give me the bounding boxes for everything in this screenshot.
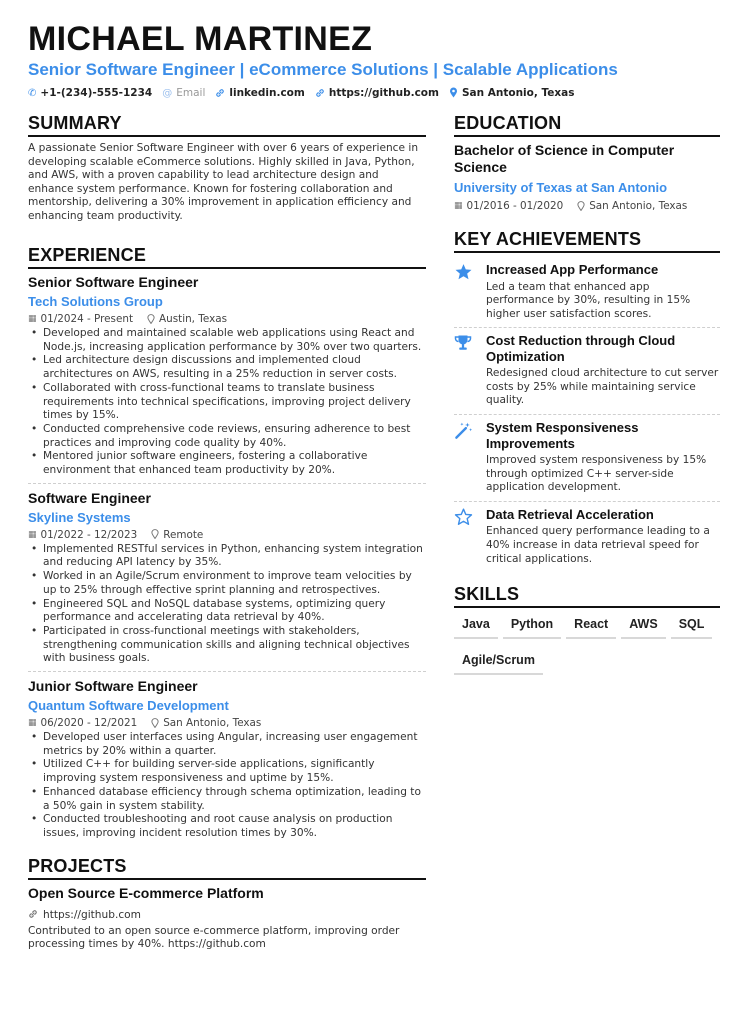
star-outline-icon — [454, 507, 486, 566]
job-list — [28, 274, 426, 846]
headline: Senior Software Engineer | eCommerce Solutions | Scalable Applications — [28, 60, 618, 79]
contact-location — [449, 87, 575, 99]
achievement-title: Increased App Performance — [486, 262, 659, 277]
job-bullet: • Developed and maintained scalable web applications using React and Node.js, increasing application performance by 30% over two quarters. — [28, 327, 426, 354]
achievement-list — [454, 258, 720, 572]
location-text: San Antonio, Texas — [461, 87, 575, 99]
job-location-text: Remote — [163, 528, 204, 541]
education-degree: Bachelor of Science in Computer Science — [454, 142, 675, 175]
achievement-description: Redesigned cloud architecture to cut server costs by 25% while maintaining service quality. — [486, 367, 719, 407]
achievement-description: Enhanced query performance leading to a 40% increase in data retrieval speed for critical applications. — [486, 525, 710, 565]
job-bullets — [28, 731, 426, 841]
skill-tag: SQL — [671, 613, 713, 639]
email-text: Email — [176, 87, 206, 99]
map-pin-icon — [151, 716, 159, 730]
calendar-icon: ▦ — [28, 718, 37, 729]
job-entry — [28, 483, 426, 671]
skill-tag: Python — [503, 613, 561, 639]
job-bullet: • Worked in an Agile/Scrum environment to improve team velocities by up to 25% through effective sprint planning and retrospectives. — [28, 570, 426, 597]
job-bullet: • Utilized C++ for building server-side applications, significantly improving system responsiveness and uptime by 15%. — [28, 758, 426, 785]
calendar-icon: ▦ — [28, 314, 37, 324]
job-location — [151, 716, 261, 730]
map-pin-icon — [151, 528, 159, 542]
at-sign-icon: @ — [162, 87, 173, 99]
skill-tag: AWS — [621, 613, 665, 639]
map-pin-icon — [449, 87, 458, 99]
job-company: Quantum Software Development — [28, 698, 229, 714]
link-icon — [28, 909, 38, 920]
trophy-icon — [454, 333, 486, 408]
job-entry — [28, 274, 426, 483]
job-dates — [28, 312, 133, 326]
job-bullet: • Conducted troubleshooting and root cause analysis on production issues, improving incident resolution times by 30%. — [28, 813, 426, 840]
job-location-text: Austin, Texas — [159, 313, 228, 325]
job-dates — [28, 716, 137, 730]
job-dates — [28, 528, 137, 542]
section-title-experience: EXPERIENCE — [28, 245, 426, 269]
github-text: https://github.com — [328, 87, 439, 99]
contact-github[interactable] — [315, 87, 439, 99]
job-location — [151, 528, 203, 542]
link-icon — [215, 88, 225, 99]
right-column — [454, 113, 720, 685]
education-location — [577, 199, 687, 213]
experience-section — [28, 245, 426, 846]
job-meta — [28, 528, 426, 542]
contact-linkedin[interactable] — [215, 87, 304, 99]
job-company: Skyline Systems — [28, 509, 131, 525]
skill-tag: Agile/Scrum — [454, 649, 543, 675]
skill-list — [454, 613, 720, 685]
job-company: Tech Solutions Group — [28, 294, 163, 309]
achievement-item — [454, 501, 720, 572]
phone-text: +1-(234)-555-1234 — [40, 87, 153, 99]
contact-email[interactable] — [162, 87, 205, 99]
job-title: Senior Software Engineer — [28, 274, 199, 290]
projects-section — [28, 856, 426, 952]
job-bullet: • Engineered SQL and NoSQL database systems, optimizing query performance and accelerating data retrieval by 40%. — [28, 598, 426, 625]
project-description: Contributed to an open source e-commerce platform, improving order processing times by 40%. https://github.com — [28, 924, 400, 951]
achievement-title: Cost Reduction through Cloud Optimization — [486, 333, 676, 364]
section-title-skills: SKILLS — [454, 584, 720, 608]
link-icon — [315, 88, 325, 99]
achievements-section — [454, 229, 720, 572]
contact-phone[interactable] — [28, 87, 152, 99]
calendar-icon: ▦ — [28, 529, 37, 540]
job-bullets — [28, 327, 426, 478]
job-location-text: San Antonio, Texas — [163, 717, 262, 730]
job-bullet: • Enhanced database efficiency through schema optimization, leading to a 50% gain in system stability. — [28, 786, 426, 813]
job-bullet: • Conducted comprehensive code reviews, ensuring adherence to best practices and improving code quality by 40%. — [28, 423, 426, 450]
achievement-title: System Responsiveness Improvements — [486, 420, 639, 451]
job-bullet: • Participated in cross-functional meetings with stakeholders, strengthening communication skills and aligning technical objectives with business goals. — [28, 625, 426, 666]
skill-tag: Java — [454, 613, 498, 639]
candidate-name: MICHAEL MARTINEZ — [28, 20, 373, 58]
achievement-item — [454, 327, 720, 414]
linkedin-text: linkedin.com — [229, 87, 305, 99]
education-dates-text: 01/2016 - 01/2020 — [466, 200, 564, 212]
achievement-body — [486, 333, 720, 408]
achievement-body — [486, 420, 720, 495]
job-bullet: • Led architecture design discussions and implemented cloud architectures on AWS, resulting in a 25% reduction in server costs. — [28, 354, 426, 381]
achievement-body — [486, 262, 720, 321]
summary-text: A passionate Senior Software Engineer with over 6 years of experience in developing scalable eCommerce solutions. Highly skilled in Java, Python, and AWS, with a proven capability to lead architecture design and enhance system performance. Known for fostering collaboration and mentorship, delivering a 30% improvement in application efficiency and enhancing team productivity. — [28, 142, 419, 222]
magic-wand-icon — [454, 420, 486, 495]
project-link[interactable] — [28, 909, 426, 921]
project-link-text: https://github.com — [43, 908, 141, 921]
section-title-projects: PROJECTS — [28, 856, 426, 880]
star-icon — [454, 262, 486, 321]
job-bullet: • Mentored junior software engineers, fostering a collaborative environment that enhanced team productivity by 20%. — [28, 450, 426, 477]
job-bullet: • Implemented RESTful services in Python, enhancing system integration and reducing API latency by 35%. — [28, 543, 426, 570]
summary-section — [28, 113, 426, 223]
education-section — [454, 113, 720, 213]
job-bullets — [28, 543, 426, 666]
section-title-summary: SUMMARY — [28, 113, 426, 137]
map-pin-icon — [147, 312, 155, 326]
achievement-item — [454, 258, 720, 327]
achievement-description: Improved system responsiveness by 15% through optimized C++ server-side application development. — [486, 454, 707, 494]
job-bullet: • Collaborated with cross-functional teams to translate business requirements into technical specifications, improving project delivery times by 15%. — [28, 382, 426, 423]
calendar-icon: ▦ — [454, 201, 463, 211]
job-title: Software Engineer — [28, 489, 151, 506]
education-meta — [454, 199, 720, 213]
job-dates-text: 01/2024 - Present — [40, 313, 134, 325]
job-meta — [28, 716, 426, 730]
skill-tag: React — [566, 613, 616, 639]
education-location-text: San Antonio, Texas — [589, 200, 688, 212]
left-column — [28, 113, 426, 952]
job-title: Junior Software Engineer — [28, 678, 198, 695]
section-title-education: EDUCATION — [454, 113, 720, 137]
achievement-body — [486, 507, 720, 566]
contact-bar — [28, 87, 585, 99]
phone-icon: ✆ — [28, 87, 37, 99]
section-title-achievements: KEY ACHIEVEMENTS — [454, 229, 720, 253]
achievement-title: Data Retrieval Acceleration — [486, 506, 654, 522]
job-dates-text: 06/2020 - 12/2021 — [40, 717, 138, 730]
job-dates-text: 01/2022 - 12/2023 — [40, 528, 138, 541]
map-pin-icon — [577, 199, 585, 213]
job-entry — [28, 671, 426, 846]
job-meta — [28, 312, 426, 326]
job-bullet: • Developed user interfaces using Angular, increasing user engagement metrics by 20% within a quarter. — [28, 731, 426, 758]
achievement-item — [454, 414, 720, 501]
skills-section — [454, 584, 720, 685]
project-title: Open Source E-commerce Platform — [28, 884, 264, 901]
education-school: University of Texas at San Antonio — [454, 180, 668, 195]
achievement-description: Led a team that enhanced app performance by 30%, resulting in 15% higher user satisfaction scores. — [486, 280, 691, 320]
job-location — [147, 312, 227, 326]
education-dates — [454, 199, 563, 213]
